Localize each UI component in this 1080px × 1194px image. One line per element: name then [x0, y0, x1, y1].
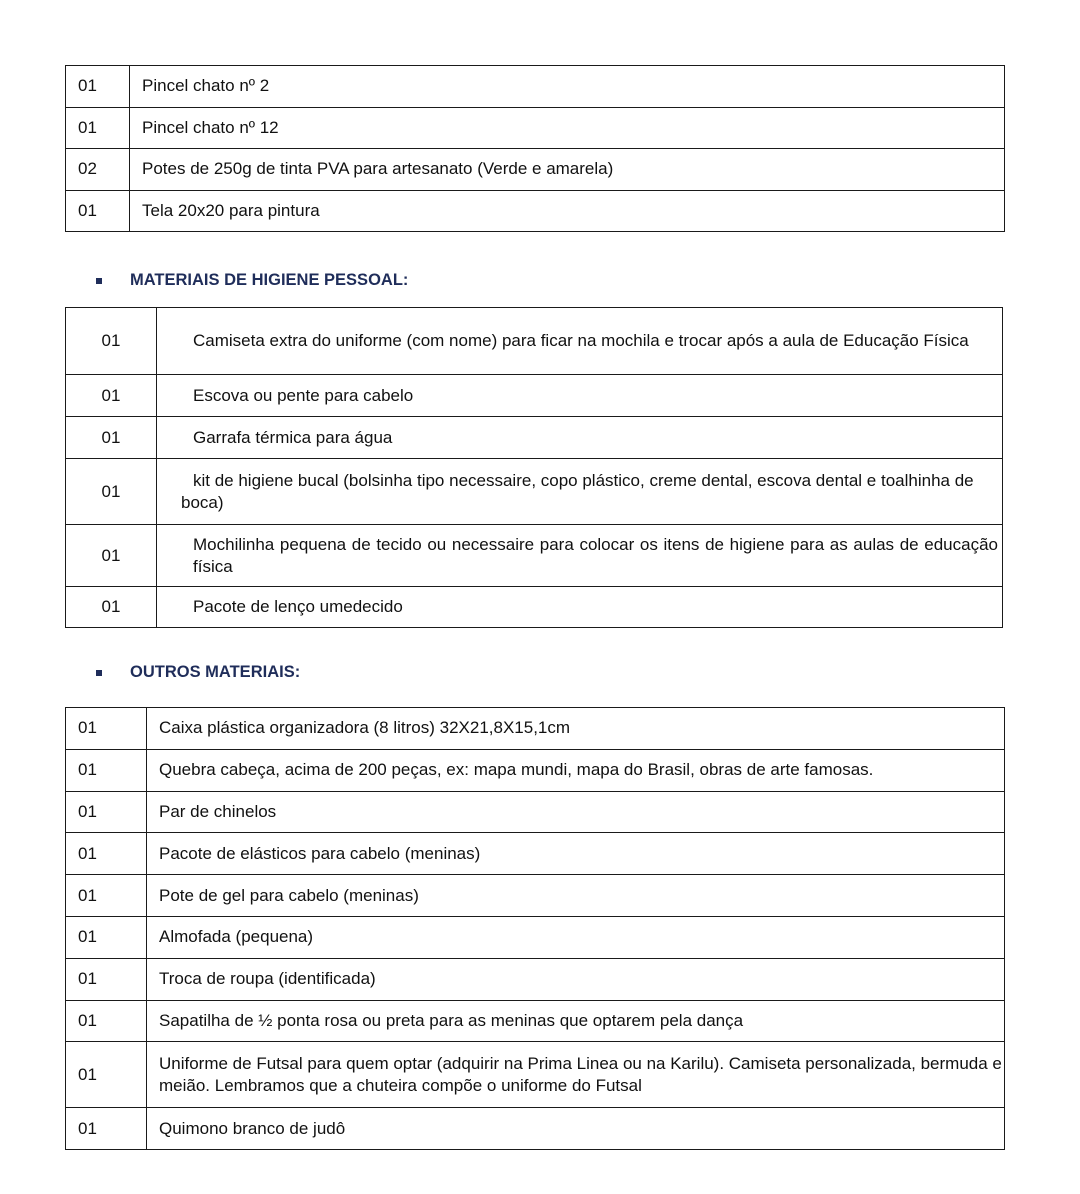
table-row — [66, 708, 1005, 750]
item-cell: Uniforme de Futsal para quem optar (adquirir na Prima Linea ou na Karilu). Camiseta personalizada, bermuda e meião. Lembramos que a chuteira compõe o uniforme do Futsal — [147, 1042, 1005, 1108]
section-heading-hygiene — [96, 271, 408, 290]
item-cell: Almofada (pequena) — [147, 916, 1005, 958]
table-row — [66, 107, 1005, 149]
quantity-cell: 01 — [66, 916, 147, 958]
hygiene-materials-table — [65, 307, 1003, 628]
table-row — [66, 417, 1003, 459]
item-cell: Garrafa térmica para água — [157, 417, 1003, 459]
table-row — [66, 916, 1005, 958]
table-row — [66, 459, 1003, 525]
quantity-cell: 01 — [66, 525, 157, 587]
quantity-cell: 01 — [66, 1000, 147, 1042]
item-cell: Pincel chato nº 12 — [130, 107, 1005, 149]
item-cell: Pote de gel para cabelo (meninas) — [147, 875, 1005, 917]
table-row — [66, 1108, 1005, 1150]
quantity-cell: 01 — [66, 375, 157, 417]
quantity-cell: 01 — [66, 791, 147, 833]
item-cell: Camiseta extra do uniforme (com nome) para ficar na mochila e trocar após a aula de Educação Física — [157, 308, 1003, 375]
item-cell: Sapatilha de ½ ponta rosa ou preta para as meninas que optarem pela dança — [147, 1000, 1005, 1042]
item-cell: Pincel chato nº 2 — [130, 66, 1005, 108]
art-materials-table — [65, 65, 1005, 232]
square-bullet-icon — [96, 278, 102, 284]
item-cell: Par de chinelos — [147, 791, 1005, 833]
table-row — [66, 149, 1005, 191]
quantity-cell: 01 — [66, 833, 147, 875]
square-bullet-icon — [96, 670, 102, 676]
quantity-cell: 02 — [66, 149, 130, 191]
quantity-cell: 01 — [66, 875, 147, 917]
table-row — [66, 190, 1005, 232]
section-heading-text: OUTROS MATERIAIS: — [130, 663, 301, 681]
quantity-cell: 01 — [66, 66, 130, 108]
item-cell: Troca de roupa (identificada) — [147, 958, 1005, 1000]
item-cell: Pacote de elásticos para cabelo (meninas) — [147, 833, 1005, 875]
item-cell: kit de higiene bucal (bolsinha tipo necessaire, copo plástico, creme dental, escova dental e toalhinha de boca) — [157, 459, 1003, 525]
item-cell: Potes de 250g de tinta PVA para artesanato (Verde e amarela) — [130, 149, 1005, 191]
table-row — [66, 66, 1005, 108]
table-row — [66, 375, 1003, 417]
quantity-cell: 01 — [66, 1042, 147, 1108]
quantity-cell: 01 — [66, 708, 147, 750]
item-cell: Caixa plástica organizadora (8 litros) 32X21,8X15,1cm — [147, 708, 1005, 750]
quantity-cell: 01 — [66, 587, 157, 628]
item-cell: Tela 20x20 para pintura — [130, 190, 1005, 232]
quantity-cell: 01 — [66, 190, 130, 232]
quantity-cell: 01 — [66, 749, 147, 791]
item-cell: Escova ou pente para cabelo — [157, 375, 1003, 417]
table-row — [66, 587, 1003, 628]
table-row — [66, 958, 1005, 1000]
item-cell: Pacote de lenço umedecido — [157, 587, 1003, 628]
table-row — [66, 833, 1005, 875]
table-row — [66, 1000, 1005, 1042]
section-heading-other — [96, 663, 300, 682]
quantity-cell: 01 — [66, 459, 157, 525]
table-row — [66, 525, 1003, 587]
table-row — [66, 1042, 1005, 1108]
quantity-cell: 01 — [66, 417, 157, 459]
other-materials-table — [65, 707, 1005, 1150]
table-row — [66, 749, 1005, 791]
item-cell: Quimono branco de judô — [147, 1108, 1005, 1150]
item-cell: Mochilinha pequena de tecido ou necessaire para colocar os itens de higiene para as aulas de educação física — [157, 525, 1003, 587]
section-heading-text: MATERIAIS DE HIGIENE PESSOAL: — [130, 271, 409, 289]
item-cell: Quebra cabeça, acima de 200 peças, ex: mapa mundi, mapa do Brasil, obras de arte famosas. — [147, 749, 1005, 791]
quantity-cell: 01 — [66, 958, 147, 1000]
table-row — [66, 791, 1005, 833]
table-row — [66, 308, 1003, 375]
quantity-cell: 01 — [66, 308, 157, 375]
quantity-cell: 01 — [66, 1108, 147, 1150]
table-row — [66, 875, 1005, 917]
quantity-cell: 01 — [66, 107, 130, 149]
